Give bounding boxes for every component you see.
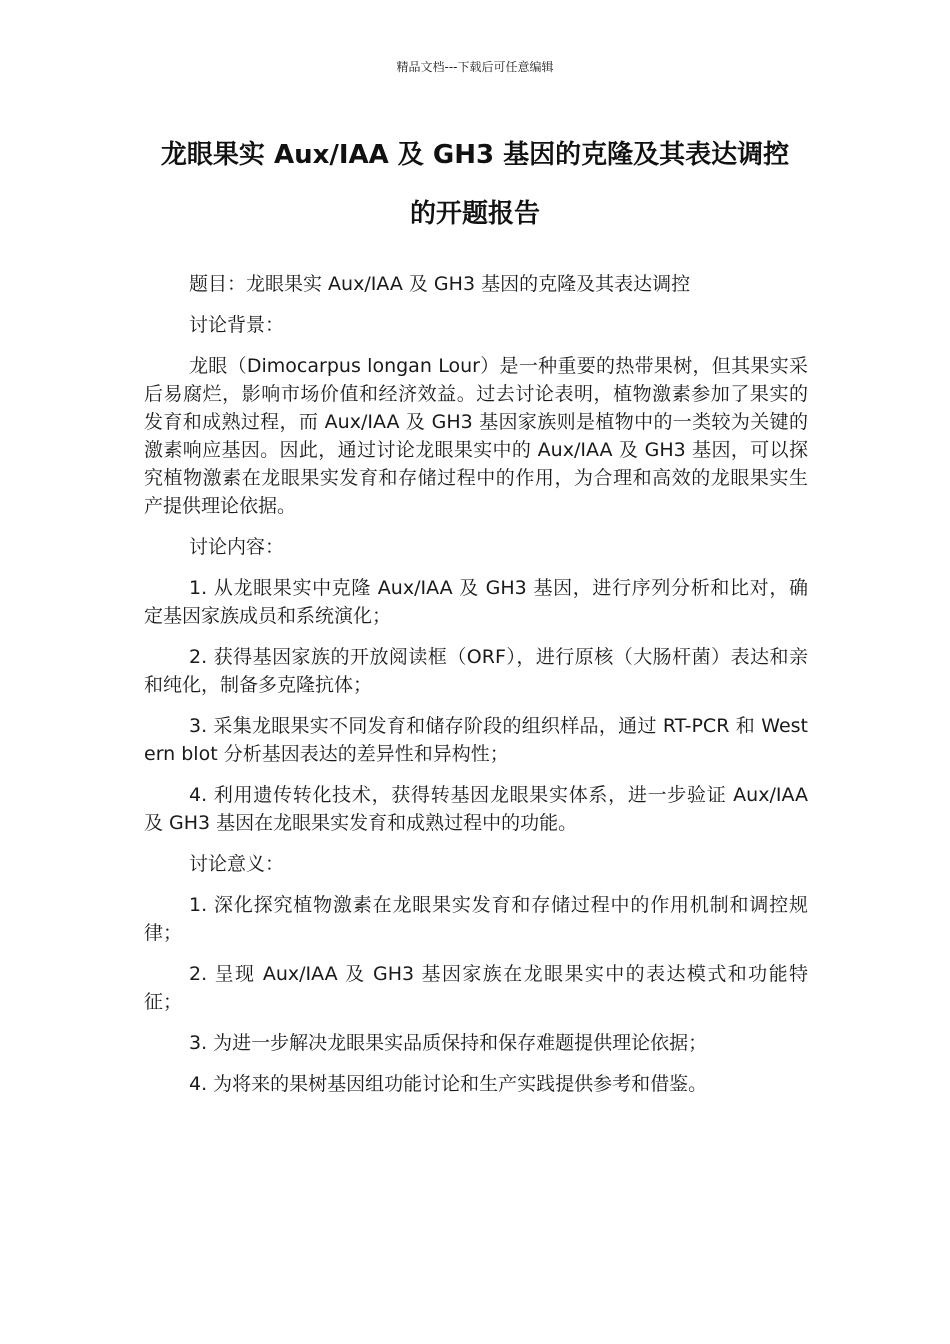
significance-item-2: 2. 呈现 Aux/IAA 及 GH3 基因家族在龙眼果实中的表达模式和功能特征；: [144, 963, 808, 1013]
document-title-line-1: 龙眼果实 Aux/IAA 及 GH3 基因的克隆及其表达调控: [160, 140, 790, 170]
paragraph-topic: 题目：龙眼果实 Aux/IAA 及 GH3 基因的克隆及其表达调控: [189, 273, 691, 295]
content-item-3: 3. 采集龙眼果实不同发育和储存阶段的组织样品，通过 RT-PCR 和 Western blot 分析基因表达的差异性和异构性；: [144, 715, 808, 765]
heading-content: 讨论内容：: [189, 536, 285, 558]
paragraph-background: 龙眼（Dimocarpus longan Lour）是一种重要的热带果树，但其果实采后易腐烂，影响市场价值和经济效益。过去讨论表明，植物激素参加了果实的发育和成熟过程，而 Aux/IAA 及 GH3 基因家族则是植物中的一类较为关键的激素响应基因。因此，通过讨论龙眼果实中的 Aux/IAA 及 GH3 基因，可以探究植物激素在龙眼果实发育和存储过程中的作用，为合理和高效的龙眼果实生产提供理论依据。: [144, 355, 808, 517]
heading-background: 讨论背景：: [189, 314, 285, 336]
heading-significance: 讨论意义：: [189, 853, 285, 875]
document-body: [144, 270, 808, 1111]
content-item-4: 4. 利用遗传转化技术，获得转基因龙眼果实体系，进一步验证 Aux/IAA 及 GH3 基因在龙眼果实发育和成熟过程中的功能。: [144, 784, 808, 834]
significance-item-4: 4. 为将来的果树基因组功能讨论和生产实践提供参考和借鉴。: [189, 1073, 708, 1095]
header-note: 精品文档---下载后可任意编辑: [396, 60, 554, 74]
significance-item-3: 3. 为进一步解决龙眼果实品质保持和保存难题提供理论依据；: [189, 1032, 708, 1054]
document-title-line-2: 的开题报告: [409, 199, 540, 229]
content-item-2: 2. 获得基因家族的开放阅读框（ORF），进行原核（大肠杆菌）表达和亲和纯化，制备多克隆抗体；: [144, 646, 808, 696]
significance-item-1: 1. 深化探究植物激素在龙眼果实发育和存储过程中的作用机制和调控规律；: [144, 894, 808, 944]
content-item-1: 1. 从龙眼果实中克隆 Aux/IAA 及 GH3 基因，进行序列分析和比对，确定基因家族成员和系统演化；: [144, 577, 808, 627]
